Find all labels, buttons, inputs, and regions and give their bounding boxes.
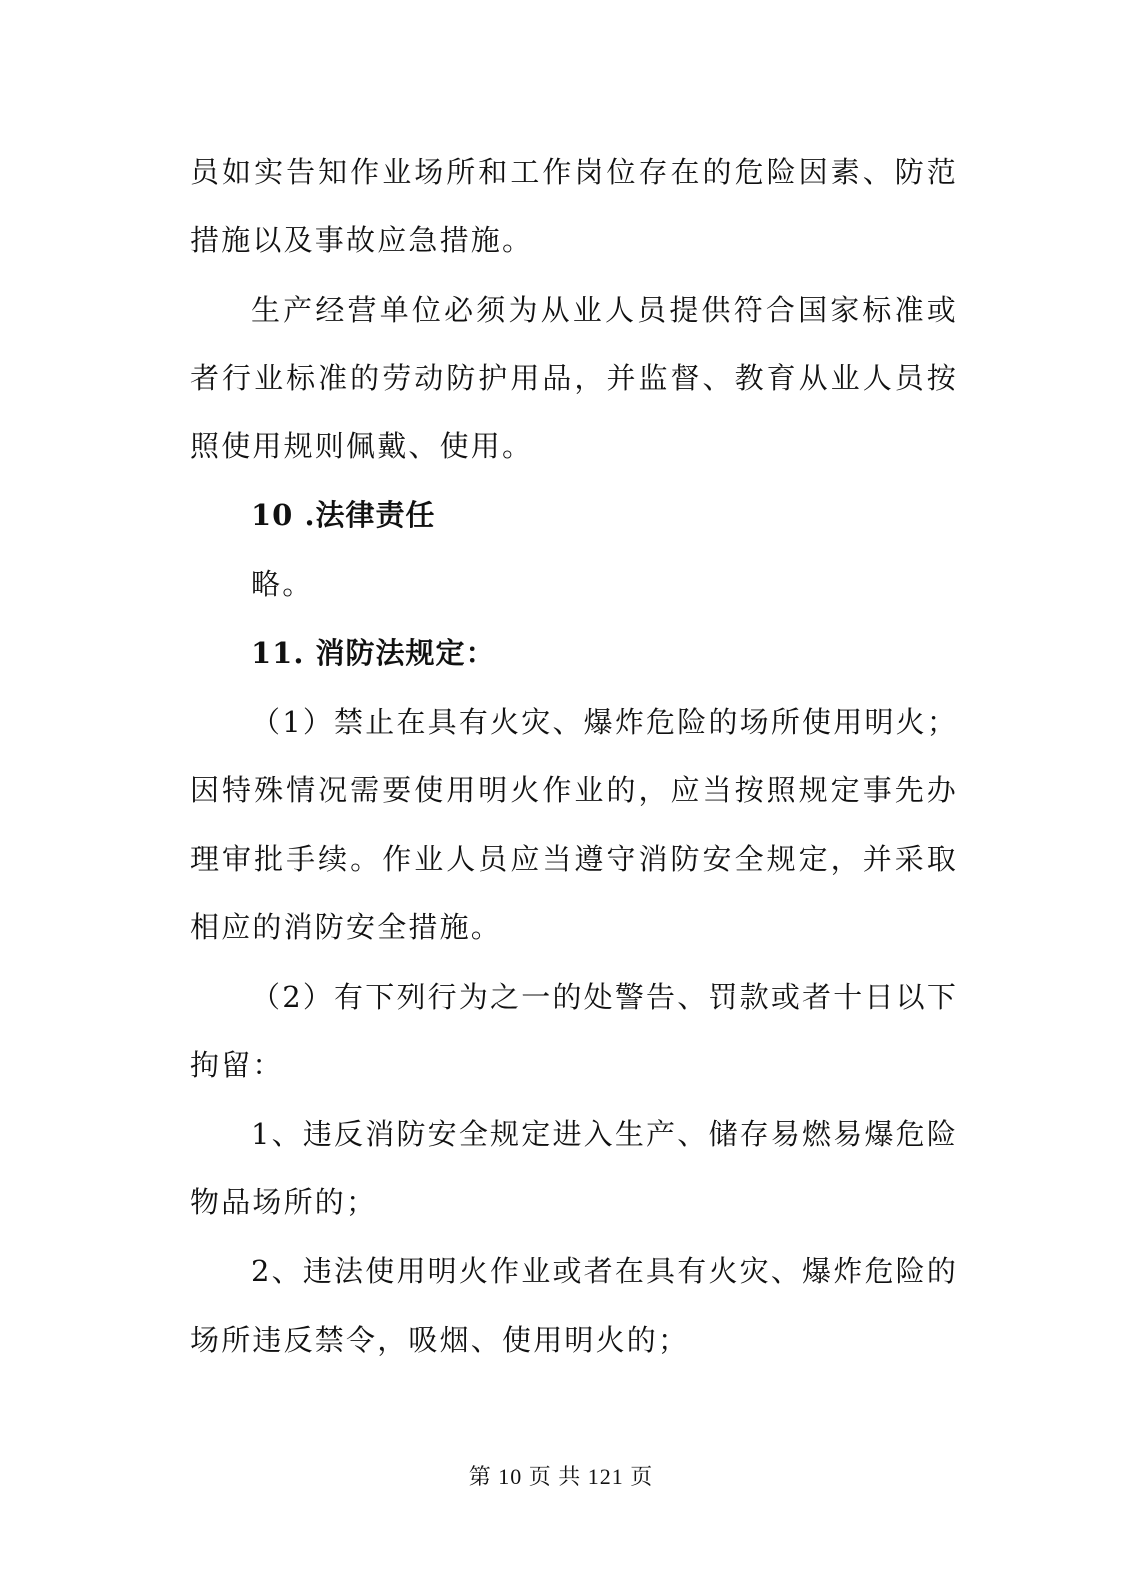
paragraph-line: 拘留： <box>190 1048 284 1082</box>
paragraph-line: （2）有下列行为之一的处警告、罚款或者十日以下 <box>251 980 959 1014</box>
paragraph-line: 照使用规则佩戴、使用。 <box>190 429 534 463</box>
section-heading-11: 11. 消防法规定： <box>251 636 496 670</box>
page-number-footer: 第 10 页 共 121 页 <box>468 1464 654 1489</box>
list-item-line: 1、违反消防安全规定进入生产、储存易燃易爆危险 <box>251 1117 959 1151</box>
paragraph-line: 理审批手续。作业人员应当遵守消防安全规定，并采取 <box>190 842 958 876</box>
paragraph-line: 相应的消防安全措施。 <box>190 910 503 944</box>
paragraph-line: 略。 <box>251 567 314 601</box>
list-item-line: 场所违反禁令，吸烟、使用明火的； <box>190 1323 690 1357</box>
paragraph-line: 员如实告知作业场所和工作岗位存在的危险因素、防范 <box>190 155 958 189</box>
list-item-line: 物品场所的； <box>190 1185 378 1219</box>
paragraph-line: 措施以及事故应急措施。 <box>190 223 534 257</box>
section-heading-10: 10 .法律责任 <box>251 498 436 532</box>
paragraph-line: 生产经营单位必须为从业人员提供符合国家标准或 <box>251 293 958 327</box>
list-item-line: 2、违法使用明火作业或者在具有火灾、爆炸危险的 <box>251 1254 959 1288</box>
paragraph-line: 者行业标准的劳动防护用品，并监督、教育从业人员按 <box>190 361 958 395</box>
paragraph-line: （1）禁止在具有火灾、爆炸危险的场所使用明火； <box>251 705 959 739</box>
paragraph-line: 因特殊情况需要使用明火作业的，应当按照规定事先办 <box>190 773 958 807</box>
